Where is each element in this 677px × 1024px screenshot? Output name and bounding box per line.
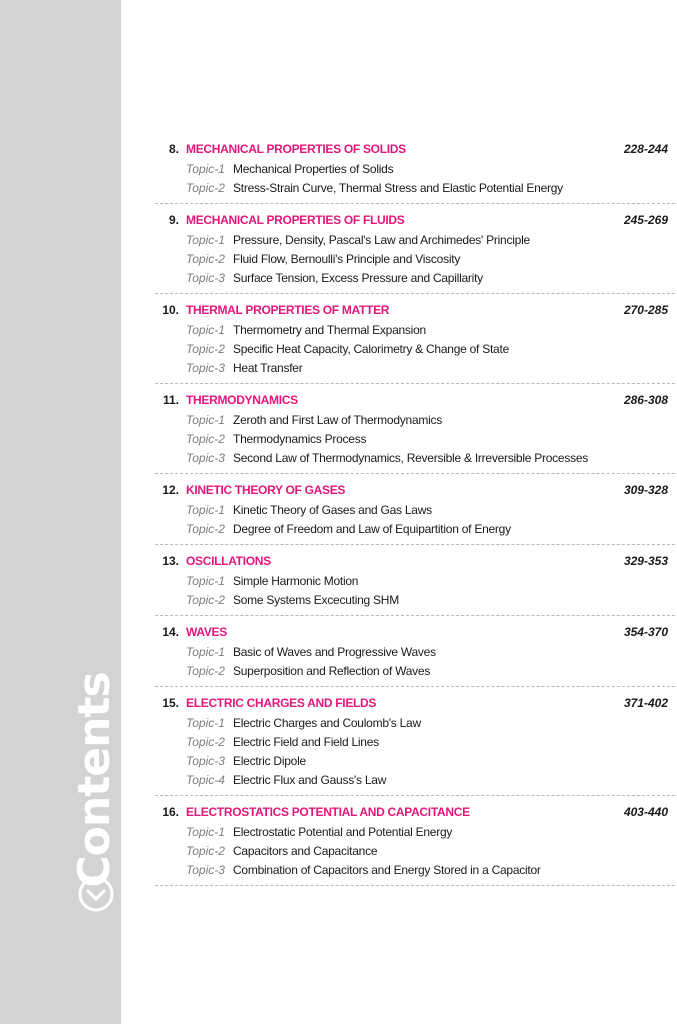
chapter-title: ELECTRIC CHARGES AND FIELDS — [186, 696, 377, 710]
chevron-down-circle-icon — [76, 874, 116, 914]
topic-title: Stress-Strain Curve, Thermal Stress and Elastic Potential Energy — [233, 181, 563, 195]
topic-title: Fluid Flow, Bernoulli's Principle and Viscosity — [233, 252, 461, 266]
chapter-heading[interactable] — [155, 552, 675, 572]
topic-title: Second Law of Thermodynamics, Reversible & Irreversible Processes — [233, 451, 589, 465]
topic-label: Topic-2 — [186, 664, 225, 678]
topic-label: Topic-3 — [186, 361, 225, 375]
chapter-heading[interactable] — [155, 694, 675, 714]
topic-title: Electric Dipole — [233, 754, 306, 768]
topic-row[interactable] — [155, 861, 675, 880]
topic-label: Topic-1 — [186, 716, 225, 730]
toc-chapter[interactable] — [155, 550, 675, 616]
toc-chapter[interactable] — [155, 801, 675, 886]
topic-row[interactable] — [155, 842, 675, 861]
topic-title: Combination of Capacitors and Energy Stored in a Capacitor — [233, 863, 541, 877]
chapter-title: OSCILLATIONS — [186, 554, 271, 568]
chapter-title: ELECTROSTATICS POTENTIAL AND CAPACITANCE — [186, 805, 470, 819]
chapter-heading[interactable] — [155, 301, 675, 321]
topic-row[interactable] — [155, 269, 675, 288]
chapter-page-range: 286-308 — [623, 393, 668, 407]
chapter-page-range: 354-370 — [623, 625, 668, 639]
topic-label: Topic-1 — [186, 825, 225, 839]
toc-chapter[interactable] — [155, 299, 675, 384]
topic-title: Electric Flux and Gauss's Law — [233, 773, 387, 787]
topic-row[interactable] — [155, 179, 675, 198]
toc-chapter[interactable] — [155, 389, 675, 474]
topic-label: Topic-1 — [186, 323, 225, 337]
topic-label: Topic-1 — [186, 413, 225, 427]
topic-title: Electric Charges and Coulomb's Law — [233, 716, 421, 730]
topic-title: Capacitors and Capacitance — [233, 844, 378, 858]
topic-label: Topic-1 — [186, 233, 225, 247]
topic-label: Topic-1 — [186, 574, 225, 588]
chapter-page-range: 270-285 — [623, 303, 668, 317]
topic-label: Topic-3 — [186, 863, 225, 877]
topic-row[interactable] — [155, 231, 675, 250]
topic-title: Simple Harmonic Motion — [233, 574, 359, 588]
toc-chapter[interactable] — [155, 138, 675, 204]
chapter-number: 8. — [168, 142, 179, 156]
chapter-title: KINETIC THEORY OF GASES — [186, 483, 346, 497]
topic-row[interactable] — [155, 771, 675, 790]
chapter-heading[interactable] — [155, 481, 675, 501]
topic-label: Topic-2 — [186, 342, 225, 356]
chapter-title: MECHANICAL PROPERTIES OF FLUIDS — [186, 213, 405, 227]
topic-row[interactable] — [155, 250, 675, 269]
topic-row[interactable] — [155, 662, 675, 681]
toc-chapter[interactable] — [155, 479, 675, 545]
topic-label: Topic-1 — [186, 162, 225, 176]
topic-label: Topic-1 — [186, 645, 225, 659]
topic-row[interactable] — [155, 411, 675, 430]
topic-title: Electrostatic Potential and Potential Energy — [233, 825, 453, 839]
chapter-number: 16. — [162, 805, 179, 819]
chapter-page-range: 309-328 — [623, 483, 668, 497]
topic-label: Topic-2 — [186, 844, 225, 858]
chapter-number: 12. — [162, 483, 179, 497]
topic-row[interactable] — [155, 714, 675, 733]
chapter-number: 11. — [162, 393, 179, 407]
chapter-title: MECHANICAL PROPERTIES OF SOLIDS — [186, 142, 406, 156]
table-of-contents — [155, 138, 675, 891]
topic-row[interactable] — [155, 520, 675, 539]
chapter-page-range: 403-440 — [623, 805, 668, 819]
toc-chapter[interactable] — [155, 209, 675, 294]
topic-row[interactable] — [155, 752, 675, 771]
topic-label: Topic-2 — [186, 593, 225, 607]
chapter-heading[interactable] — [155, 211, 675, 231]
chapter-title: THERMODYNAMICS — [186, 393, 298, 407]
topic-label: Topic-2 — [186, 432, 225, 446]
topic-label: Topic-4 — [186, 773, 225, 787]
topic-title: Superposition and Reflection of Waves — [233, 664, 431, 678]
chapter-heading[interactable] — [155, 140, 675, 160]
topic-row[interactable] — [155, 359, 675, 378]
topic-label: Topic-3 — [186, 271, 225, 285]
topic-label: Topic-3 — [186, 451, 225, 465]
topic-title: Mechanical Properties of Solids — [233, 162, 394, 176]
toc-chapter[interactable] — [155, 621, 675, 687]
topic-row[interactable] — [155, 321, 675, 340]
topic-label: Topic-3 — [186, 754, 225, 768]
topic-label: Topic-2 — [186, 735, 225, 749]
chapter-page-range: 245-269 — [623, 213, 668, 227]
chapter-heading[interactable] — [155, 803, 675, 823]
chapter-number: 10. — [162, 303, 179, 317]
topic-row[interactable] — [155, 643, 675, 662]
topic-row[interactable] — [155, 733, 675, 752]
topic-label: Topic-2 — [186, 181, 225, 195]
sidebar — [0, 0, 121, 1024]
topic-title: Surface Tension, Excess Pressure and Capillarity — [233, 271, 483, 285]
topic-row[interactable] — [155, 449, 675, 468]
topic-title: Thermometry and Thermal Expansion — [233, 323, 426, 337]
topic-title: Thermodynamics Process — [233, 432, 367, 446]
topic-title: Basic of Waves and Progressive Waves — [233, 645, 436, 659]
topic-row[interactable] — [155, 160, 675, 179]
toc-chapter[interactable] — [155, 692, 675, 796]
chapter-number: 15. — [162, 696, 179, 710]
chapter-number: 14. — [162, 625, 179, 639]
topic-row[interactable] — [155, 340, 675, 359]
topic-title: Specific Heat Capacity, Calorimetry & Change of State — [233, 342, 509, 356]
topic-row[interactable] — [155, 591, 675, 610]
topic-title: Degree of Freedom and Law of Equipartition of Energy — [233, 522, 511, 536]
topic-title: Kinetic Theory of Gases and Gas Laws — [233, 503, 432, 517]
chapter-page-range: 329-353 — [623, 554, 668, 568]
chapter-number: 13. — [162, 554, 179, 568]
chapter-heading[interactable] — [155, 391, 675, 411]
chapter-title: THERMAL PROPERTIES OF MATTER — [186, 303, 390, 317]
topic-label: Topic-2 — [186, 252, 225, 266]
topic-row[interactable] — [155, 823, 675, 842]
topic-title: Heat Transfer — [233, 361, 303, 375]
topic-title: Zeroth and First Law of Thermodynamics — [233, 413, 443, 427]
topic-label: Topic-1 — [186, 503, 225, 517]
chapter-heading[interactable] — [155, 623, 675, 643]
chapter-number: 9. — [168, 213, 179, 227]
topic-row[interactable] — [155, 430, 675, 449]
contents-vertical-title: Contents — [69, 672, 120, 888]
chapter-page-range: 371-402 — [623, 696, 668, 710]
topic-title: Electric Field and Field Lines — [233, 735, 379, 749]
topic-row[interactable] — [155, 501, 675, 520]
topic-label: Topic-2 — [186, 522, 225, 536]
chapter-title: WAVES — [186, 625, 227, 639]
chapter-page-range: 228-244 — [623, 142, 668, 156]
topic-title: Some Systems Excecuting SHM — [233, 593, 399, 607]
topic-row[interactable] — [155, 572, 675, 591]
topic-title: Pressure, Density, Pascal's Law and Archimedes' Principle — [233, 233, 530, 247]
